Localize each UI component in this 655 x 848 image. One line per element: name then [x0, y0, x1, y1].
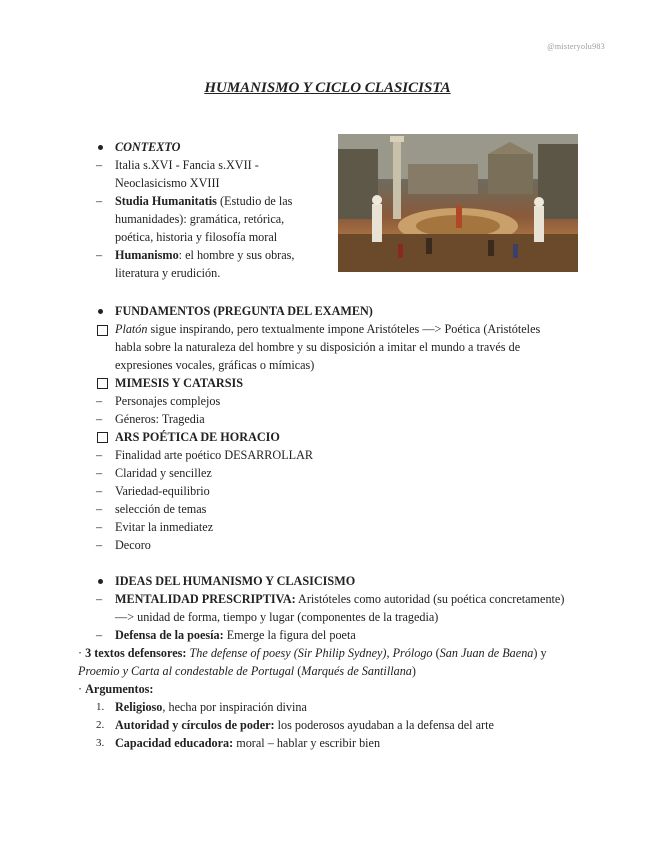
- argumentos-term: Argumentos:: [85, 682, 154, 696]
- work-title: Proemio y Carta al condestable de Portugal: [78, 664, 295, 678]
- section-heading-contexto: CONTEXTO: [115, 140, 181, 154]
- text-line: Géneros: Tragedia: [115, 412, 205, 426]
- mentalidad-term: MENTALIDAD PRESCRIPTIVA:: [115, 592, 296, 606]
- text-line: habla sobre la naturaleza del hombre y su disposición a imitar el mundo a través de: [115, 340, 521, 354]
- list-number: 2.: [96, 719, 105, 731]
- checkbox-icon[interactable]: [97, 378, 108, 389]
- dash-marker: –: [96, 628, 103, 642]
- subheading-mimesis: MIMESIS Y CATARSIS: [115, 376, 243, 390]
- argument-term: Autoridad y círculos de poder:: [115, 718, 275, 732]
- text-line: Claridad y sencillez: [115, 466, 212, 480]
- text-line: [78, 644, 547, 662]
- text-line: [115, 626, 356, 644]
- dash-marker: –: [96, 484, 103, 498]
- text-line: [115, 590, 564, 608]
- text-line: Finalidad arte poético DESARROLLAR: [115, 448, 314, 462]
- text-line: —> unidad de forma, tiempo y lugar (componentes de la tragedia): [115, 610, 439, 624]
- checkbox-icon[interactable]: [97, 432, 108, 443]
- work-title: Prólogo: [392, 646, 433, 660]
- renaissance-painting-image: [338, 134, 578, 272]
- text-line: selección de temas: [115, 502, 207, 516]
- page-title: HUMANISMO Y CICLO CLASICISTA: [204, 80, 451, 96]
- text-line: [78, 680, 154, 698]
- humanismo-term: Humanismo: [115, 248, 179, 262]
- subheading-ars-poetica: ARS POÉTICA DE HORACIO: [115, 430, 280, 444]
- platon-term: Platón: [115, 322, 148, 336]
- bullet-prefix: ·: [78, 646, 86, 660]
- platon-desc: sigue inspirando, pero textualmente impone Aristóteles —> Poética (Aristóteles: [147, 322, 541, 336]
- text-line: Variedad-equilibrio: [115, 484, 210, 498]
- bullet-dot: [98, 145, 103, 150]
- text-line: [115, 716, 494, 734]
- punct: ,: [386, 646, 393, 660]
- dash-marker: –: [96, 520, 103, 534]
- author-name: Marqués de Santillana: [301, 664, 412, 678]
- text-line: [115, 192, 292, 210]
- list-number: 3.: [96, 737, 105, 749]
- text-line: [78, 662, 416, 680]
- studia-desc: (Estudio de las: [216, 194, 293, 208]
- argument-desc: , hecha por inspiración divina: [162, 700, 307, 714]
- text-line: Italia s.XVI - Fancia s.XVII -: [115, 158, 259, 172]
- punct: (: [432, 646, 440, 660]
- text-line: humanidades): gramática, retórica,: [115, 212, 285, 226]
- dash-marker: –: [96, 448, 103, 462]
- humanismo-desc: : el hombre y sus obras,: [178, 248, 295, 262]
- studia-term: Studia Humanitatis: [115, 194, 217, 208]
- argument-term: Religioso: [115, 700, 163, 714]
- section-heading-ideas: IDEAS DEL HUMANISMO Y CLASICISMO: [115, 574, 356, 588]
- punct: ): [411, 664, 416, 678]
- dash-marker: –: [96, 466, 103, 480]
- text-line: poética, historia y filosofía moral: [115, 230, 278, 244]
- punct: (: [294, 664, 302, 678]
- work-title: The defense of poesy (Sir Philip Sydney): [186, 646, 387, 660]
- watermark: @misteryolu983: [547, 42, 605, 51]
- text-line: expresiones vocales, gráficas o mímicas): [115, 358, 315, 372]
- dash-marker: –: [96, 412, 103, 426]
- defensa-desc: Emerge la figura del poeta: [223, 628, 356, 642]
- dash-marker: –: [96, 394, 103, 408]
- bullet-dot: [98, 579, 103, 584]
- text-line: Neoclasicismo XVIII: [115, 176, 220, 190]
- argument-desc: los poderosos ayudaban a la defensa del arte: [274, 718, 494, 732]
- text-line: [115, 734, 380, 752]
- author-name: San Juan de Baena: [439, 646, 534, 660]
- defensa-term: Defensa de la poesía:: [115, 628, 224, 642]
- punct: ) y: [533, 646, 547, 660]
- dash-marker: –: [96, 592, 103, 606]
- textos-term: 3 textos defensores:: [85, 646, 187, 660]
- text-line: [115, 246, 294, 264]
- mentalidad-desc: Aristóteles como autoridad (su poética concretamente): [295, 592, 565, 606]
- text-line: [115, 320, 540, 338]
- checkbox-icon[interactable]: [97, 325, 108, 336]
- dash-marker: –: [96, 194, 103, 208]
- list-number: 1.: [96, 701, 105, 713]
- argument-term: Capacidad educadora:: [115, 736, 234, 750]
- text-line: Personajes complejos: [115, 394, 221, 408]
- text-line: literatura y erudición.: [115, 266, 221, 280]
- section-heading-fundamentos: FUNDAMENTOS (PREGUNTA DEL EXAMEN): [115, 304, 373, 318]
- dash-marker: –: [96, 158, 103, 172]
- text-line: Evitar la inmediatez: [115, 520, 214, 534]
- dash-marker: –: [96, 502, 103, 516]
- bullet-dot: [98, 309, 103, 314]
- argument-desc: moral – hablar y escribir bien: [233, 736, 381, 750]
- dash-marker: –: [96, 248, 103, 262]
- bullet-prefix: ·: [78, 682, 86, 696]
- text-line: [115, 698, 307, 716]
- text-line: Decoro: [115, 538, 151, 552]
- dash-marker: –: [96, 538, 103, 552]
